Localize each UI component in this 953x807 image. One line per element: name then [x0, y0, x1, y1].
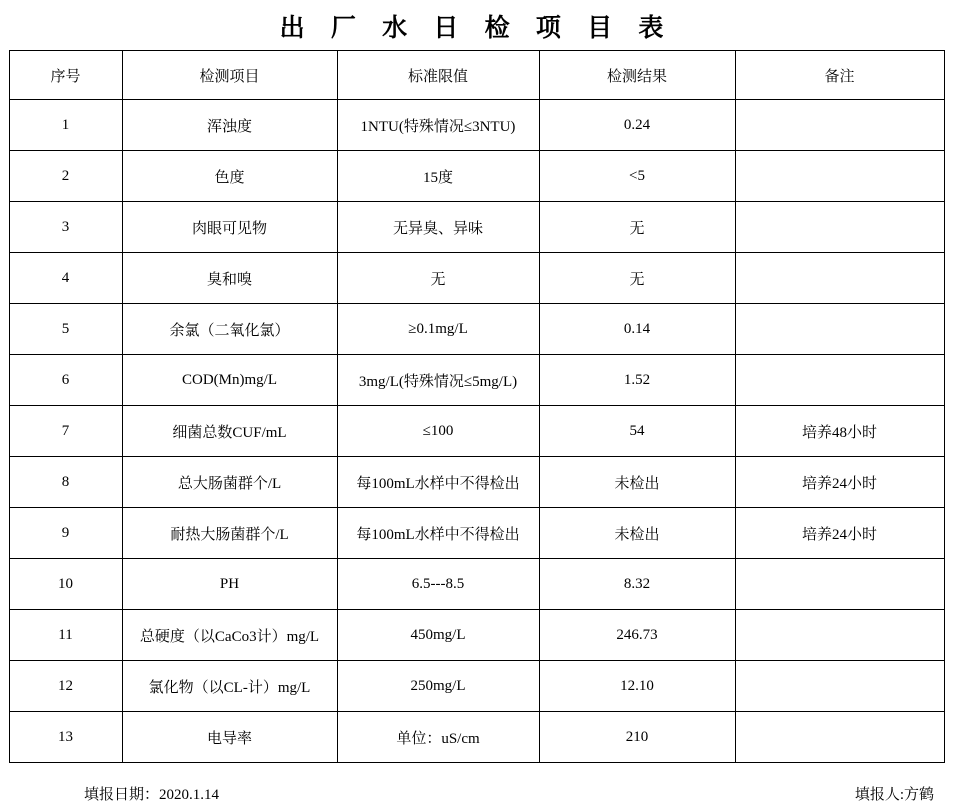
cell-result: 0.14 — [539, 304, 735, 355]
cell-item: 耐热大肠菌群个/L — [122, 508, 337, 559]
cell-note — [735, 253, 944, 304]
table-row — [9, 355, 944, 406]
table-row — [9, 202, 944, 253]
cell-note — [735, 151, 944, 202]
cell-no: 13 — [9, 712, 122, 763]
table-row — [9, 457, 944, 508]
cell-standard: 3mg/L(特殊情况≤5mg/L) — [337, 355, 539, 406]
table-header-row — [9, 51, 944, 100]
cell-item: 臭和嗅 — [122, 253, 337, 304]
cell-note: 培养48小时 — [735, 406, 944, 457]
cell-item: 氯化物（以CL-计）mg/L — [122, 661, 337, 712]
cell-standard: 15度 — [337, 151, 539, 202]
cell-no: 9 — [9, 508, 122, 559]
cell-note — [735, 712, 944, 763]
cell-standard: 无 — [337, 253, 539, 304]
cell-note: 培养24小时 — [735, 508, 944, 559]
cell-note — [735, 610, 944, 661]
cell-standard: 无异臭、异味 — [337, 202, 539, 253]
report-date: 填报日期：2020.1.14 — [84, 787, 220, 803]
column-header-standard: 标准限值 — [337, 51, 539, 100]
table-row — [9, 406, 944, 457]
cell-item: COD(Mn)mg/L — [122, 355, 337, 406]
cell-note — [735, 304, 944, 355]
cell-no: 5 — [9, 304, 122, 355]
cell-item: 总硬度（以CaCo3计）mg/L — [122, 610, 337, 661]
water-test-table — [9, 50, 945, 763]
cell-no: 3 — [9, 202, 122, 253]
cell-result: 1.52 — [539, 355, 735, 406]
cell-item: 色度 — [122, 151, 337, 202]
cell-standard: 每100mL水样中不得检出 — [337, 508, 539, 559]
cell-item: 电导率 — [122, 712, 337, 763]
table-row — [9, 661, 944, 712]
table-row — [9, 304, 944, 355]
table-row — [9, 151, 944, 202]
cell-standard: 1NTU(特殊情况≤3NTU) — [337, 100, 539, 151]
cell-result: 未检出 — [539, 508, 735, 559]
cell-no: 10 — [9, 559, 122, 610]
cell-result: 246.73 — [539, 610, 735, 661]
cell-standard: ≥0.1mg/L — [337, 304, 539, 355]
table-row — [9, 610, 944, 661]
cell-item: 总大肠菌群个/L — [122, 457, 337, 508]
cell-note: 培养24小时 — [735, 457, 944, 508]
cell-no: 1 — [9, 100, 122, 151]
table-row — [9, 253, 944, 304]
cell-no: 7 — [9, 406, 122, 457]
cell-item: 肉眼可见物 — [122, 202, 337, 253]
cell-item: 细菌总数CUF/mL — [122, 406, 337, 457]
cell-note — [735, 355, 944, 406]
cell-standard: 每100mL水样中不得检出 — [337, 457, 539, 508]
report-footer — [9, 783, 944, 807]
cell-result: 12.10 — [539, 661, 735, 712]
cell-note — [735, 559, 944, 610]
cell-no: 8 — [9, 457, 122, 508]
cell-result: 210 — [539, 712, 735, 763]
cell-standard: 6.5---8.5 — [337, 559, 539, 610]
column-header-note: 备注 — [735, 51, 944, 100]
cell-standard: 单位：uS/cm — [337, 712, 539, 763]
cell-standard: ≤100 — [337, 406, 539, 457]
cell-no: 6 — [9, 355, 122, 406]
cell-no: 12 — [9, 661, 122, 712]
cell-no: 11 — [9, 610, 122, 661]
reporter-name: 填报人:方鹤 — [854, 787, 934, 803]
cell-result: 无 — [539, 202, 735, 253]
cell-result: <5 — [539, 151, 735, 202]
column-header-item: 检测项目 — [122, 51, 337, 100]
cell-note — [735, 100, 944, 151]
table-header — [9, 51, 944, 100]
table-row — [9, 508, 944, 559]
cell-item: 浑浊度 — [122, 100, 337, 151]
cell-note — [735, 202, 944, 253]
cell-standard: 450mg/L — [337, 610, 539, 661]
cell-result: 无 — [539, 253, 735, 304]
page-title: 出 厂 水 日 检 项 目 表 — [279, 15, 674, 42]
cell-note — [735, 661, 944, 712]
cell-standard: 250mg/L — [337, 661, 539, 712]
table-row — [9, 712, 944, 763]
cell-item: 余氯（二氧化氯） — [122, 304, 337, 355]
cell-result: 未检出 — [539, 457, 735, 508]
column-header-result: 检测结果 — [539, 51, 735, 100]
table-row — [9, 100, 944, 151]
column-header-no: 序号 — [9, 51, 122, 100]
cell-result: 54 — [539, 406, 735, 457]
cell-no: 2 — [9, 151, 122, 202]
cell-result: 0.24 — [539, 100, 735, 151]
cell-item: PH — [122, 559, 337, 610]
cell-no: 4 — [9, 253, 122, 304]
cell-result: 8.32 — [539, 559, 735, 610]
table-body — [9, 100, 944, 763]
table-row — [9, 559, 944, 610]
